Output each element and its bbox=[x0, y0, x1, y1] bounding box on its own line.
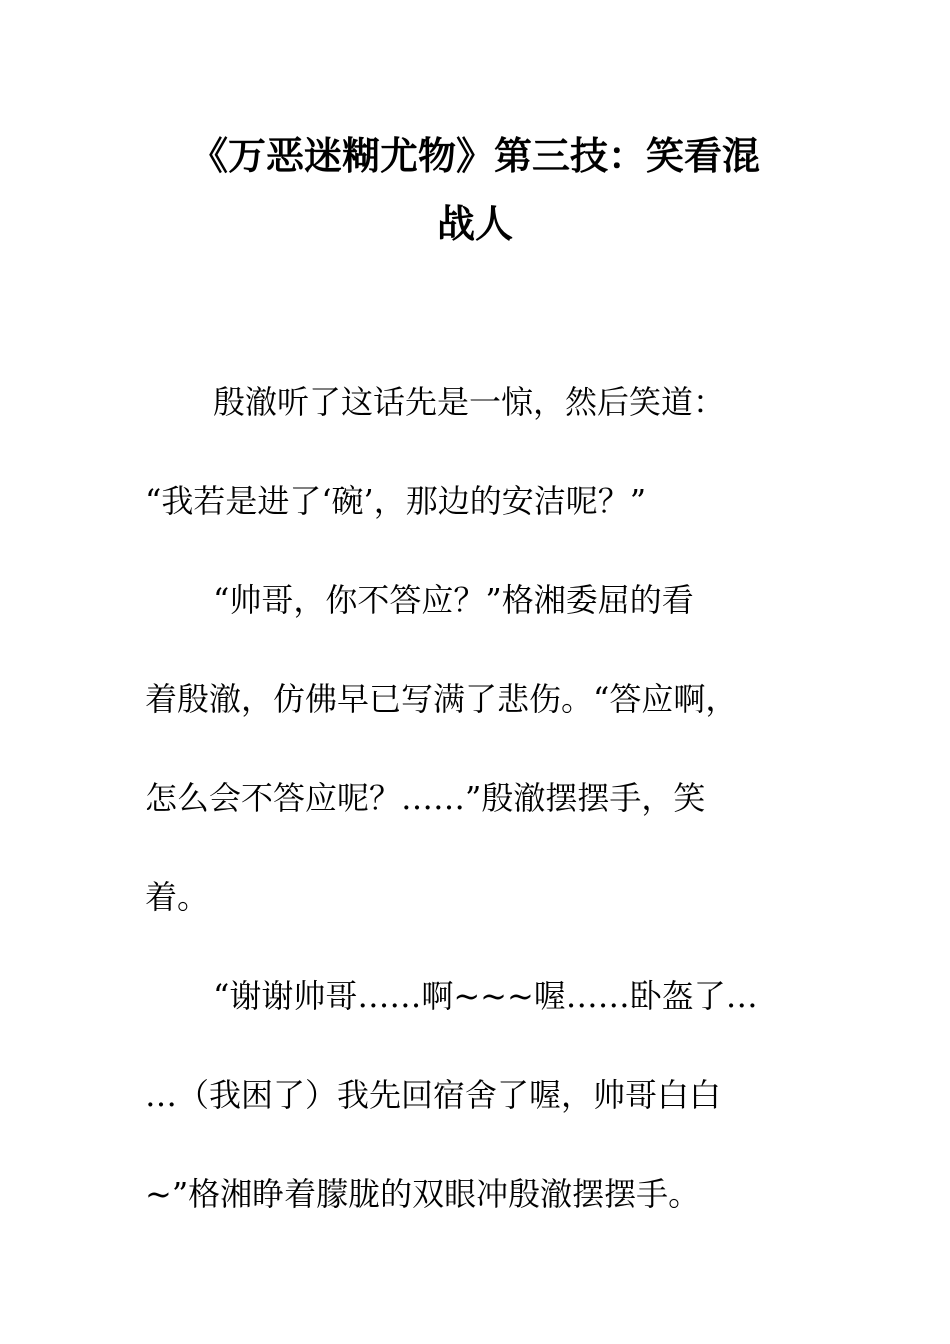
title-line-1: 《万恶迷糊尤物》第三技：笑看混 bbox=[189, 134, 760, 178]
paragraph-line: “我若是进了‘碗’，那边的安洁呢？” bbox=[145, 482, 647, 520]
paragraph-line: …（我困了）我先回宿舍了喔，帅哥白白 bbox=[145, 1076, 722, 1114]
paragraph-line: “谢谢帅哥……啊~~~喔……卧盔了… bbox=[213, 977, 758, 1015]
paragraph-line: 怎么会不答应呢？……”殷澈摆摆手，笑 bbox=[145, 779, 706, 817]
document-title bbox=[145, 122, 805, 258]
paragraph-line: ~”格湘睁着朦胧的双眼冲殷澈摆摆手。 bbox=[145, 1175, 701, 1213]
paragraph-line: 着。 bbox=[145, 878, 210, 916]
paragraph-line: “帅哥，你不答应？”格湘委屈的看 bbox=[213, 581, 694, 619]
title-line-2: 战人 bbox=[436, 202, 513, 246]
paragraph-line: 着殷澈，仿佛早已写满了悲伤。“答应啊， bbox=[145, 680, 738, 718]
body-text bbox=[145, 372, 805, 1263]
paragraph-line: 殷澈听了这话先是一惊，然后笑道： bbox=[213, 383, 726, 421]
